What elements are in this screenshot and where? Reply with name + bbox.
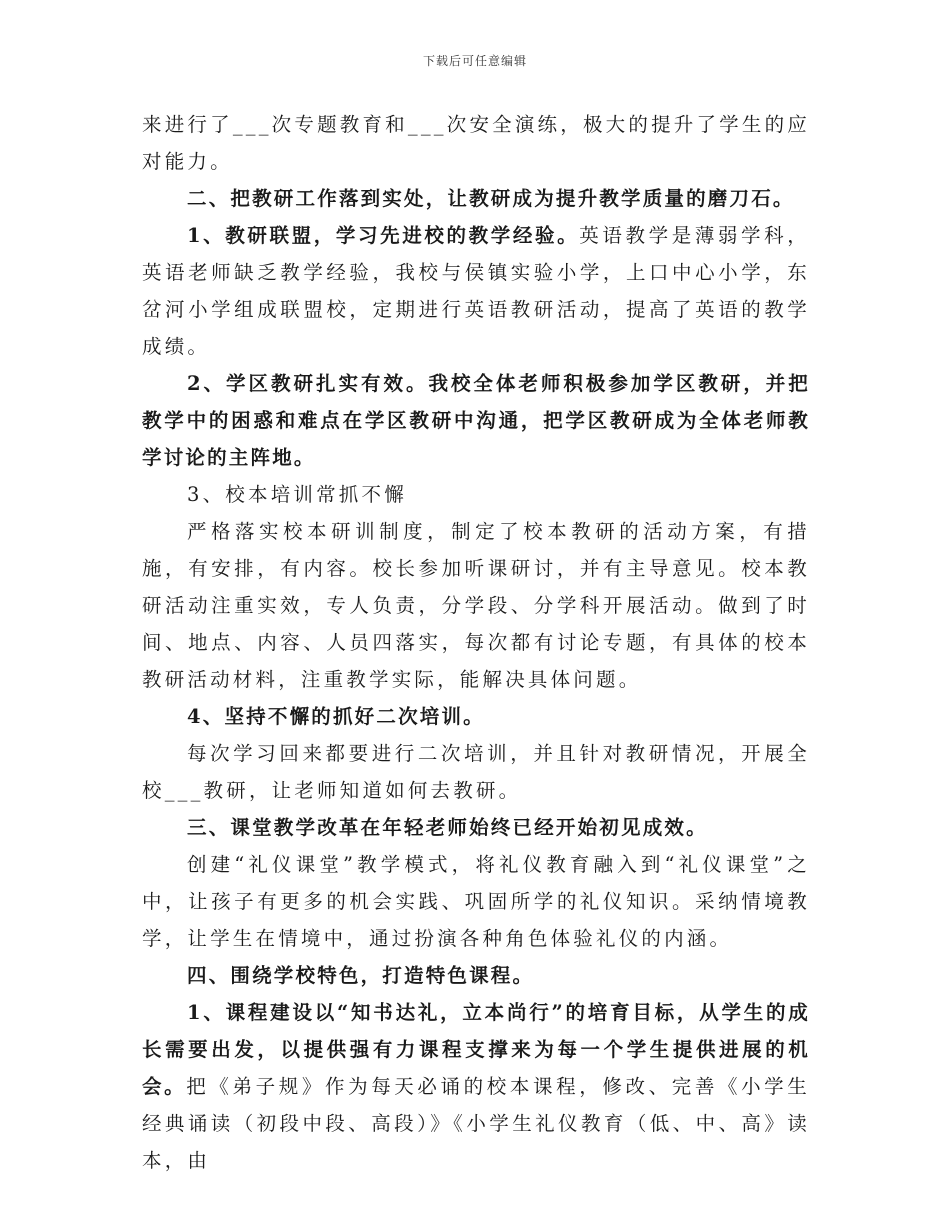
paragraph-text: 英语教学是薄弱学科，英语老师缺乏教学经验，我校与侯镇实验小学，上口中心小学，东岔河小学组成联盟校，定期进行英语教研活动，提高了英语的教学成绩。 <box>142 224 810 358</box>
paragraph-curriculum <box>142 994 810 1179</box>
paragraph-text: 把《弟子规》作为每天必诵的校本课程，修改、完善《小学生经典诵读（初段中段、高段）》《小学生礼仪教育（低、中、高》读本，由 <box>142 1075 811 1172</box>
paragraph-teaching-alliance <box>142 217 810 365</box>
paragraph-secondary-training <box>142 735 810 809</box>
paragraph-continuation <box>142 106 810 180</box>
paragraph-text: 创建“礼仪课堂”教学模式，将礼仪教育融入到“礼仪课堂”之中，让孩子有更多的机会实践、巩固所学的礼仪知识。采纳情境教学，让学生在情境中，通过扮演各种角色体验礼仪的内涵。 <box>142 853 810 950</box>
section-heading-4 <box>142 957 810 994</box>
paragraph-etiquette-class <box>142 846 810 957</box>
paragraph-text: 来进行了___次专题教育和___次安全演练，极大的提升了学生的应对能力。 <box>142 113 810 173</box>
page-header: 下载后可任意编辑 <box>422 54 527 68</box>
paragraph-school-training <box>142 513 810 698</box>
subheading-secondary-training <box>142 698 810 735</box>
heading-text: 三、课堂教学改革在年轻老师始终已经开始初见成效。 <box>187 816 708 839</box>
subheading-text: 4、坚持不懈的抓好二次培训。 <box>187 705 485 728</box>
subheading-text: 3、校本培训常抓不懈 <box>187 483 407 506</box>
section-heading-3 <box>142 809 810 846</box>
heading-text: 二、把教研工作落到实处，让教研成为提升教学质量的磨刀石。 <box>187 187 795 210</box>
subheading-school-training <box>142 476 810 513</box>
paragraph-text: 每次学习回来都要进行二次培训，并且针对教研情况，开展全校___教研，让老师知道如何去教研。 <box>142 742 810 802</box>
document-body <box>142 106 810 1179</box>
heading-text: 四、围绕学校特色，打造特色课程。 <box>187 964 535 987</box>
paragraph-text: 2、学区教研扎实有效。我校全体老师积极参加学区教研，并把教学中的困惑和难点在学区教研中沟通，把学区教研成为全体老师教学讨论的主阵地。 <box>142 372 810 469</box>
section-heading-2 <box>142 180 810 217</box>
paragraph-district-research <box>142 365 810 476</box>
paragraph-text: 严格落实校本研训制度，制定了校本教研的活动方案，有措施，有安排，有内容。校长参加听课研讨，并有主导意见。校本教研活动注重实效，专人负责，分学段、分学科开展活动。做到了时间、地点、内容、人员四落实，每次都有讨论专题，有具体的校本教研活动材料，注重教学实际，能解决具体问题。 <box>142 520 810 691</box>
paragraph-lead: 1、课程建设以“知书达礼，立本尚行”的培育目标，从学生的成长需要出发，以提供强有力课程支撑来为每一个学生提供进展的机会。 <box>142 1001 810 1098</box>
paragraph-lead: 1、教研联盟，学习先进校的教学经验。 <box>187 224 580 247</box>
